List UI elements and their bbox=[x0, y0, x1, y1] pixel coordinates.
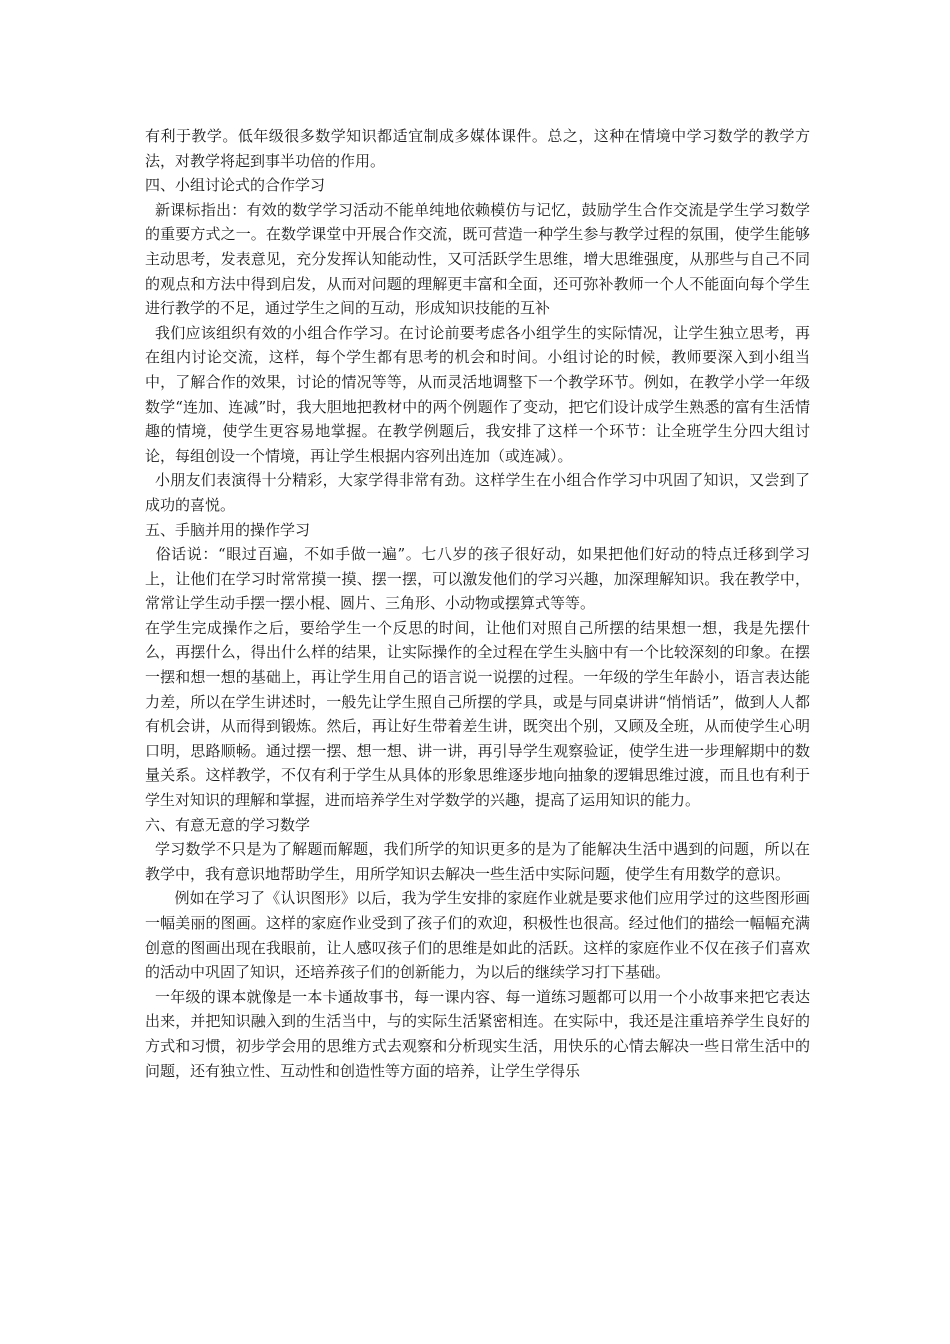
section-heading-4: 四、小组讨论式的合作学习 bbox=[145, 176, 326, 195]
paragraph-shapes-homework: 例如在学习了《认识图形》以后，我为学生安排的家庭作业就是要求他们应用学过的这些图形画一幅美丽的图画。这样的家庭作业受到了孩子们的欢迎，积极性也很高。经过他们的描绘一幅幅充满创意的图画出现在我眼前，让人感叹孩子们的思维是如此的活跃。这样的家庭作业不仅在孩子们喜欢的活动中巩固了知识，还培养孩子们的创新能力，为以后的继续学习打下基础。 bbox=[145, 889, 811, 982]
section-heading-6: 六、有意无意的学习数学 bbox=[145, 815, 311, 834]
section-heading-5: 五、手脑并用的操作学习 bbox=[145, 520, 311, 539]
paragraph-intro-continuation: 有利于教学。低年级很多数学知识都适宜制成多媒体课件。总之，这种在情境中学习数学的教学方法，对教学将起到事半功倍的作用。 bbox=[145, 127, 810, 170]
paragraph-performance: 小朋友们表演得十分精彩，大家学得非常有劲。这样学生在小组合作学习中巩固了知识，又尝到了成功的喜悦。 bbox=[145, 471, 810, 514]
paragraph-group-learning: 我们应该组织有效的小组合作学习。在讨论前要考虑各小组学生的实际情况，让学生独立思考，再在组内讨论交流，这样，每个学生都有思考的机会和时间。小组讨论的时候，教师要深入到小组当中，了解合作的效果，讨论的情况等等，从而灵活地调整下一个教学环节。例如，在教学小学一年级数学“连加、连减”时，我大胆地把教材中的两个例题作了变动，把它们设计成学生熟悉的富有生活情趣的情境，使学生更容易地掌握。在教学例题后，我安排了这样一个环节：让全班学生分四大组讨论，每组创设一个情境，再让学生根据内容列出连加（或连减）。 bbox=[145, 323, 810, 465]
paragraph-reflection: 在学生完成操作之后，要给学生一个反思的时间，让他们对照自己所摆的结果想一想，我是先摆什么，再摆什么，得出什么样的结果，让实际操作的全过程在学生头脑中有一个比较深刻的印象。在摆一摆和想一想的基础上，再让学生用自己的语言说一说摆的过程。一年级的学生年龄小，语言表达能力差，所以在学生讲述时，一般先让学生照自己所摆的学具，或是与同桌讲讲“悄悄话”，做到人人都有机会讲，从而得到锻炼。然后，再让好生带着差生讲，既突出个别，又顾及全班，从而使学生心明口明，思路顺畅。通过摆一摆、想一想、讲一讲，再引导学生观察验证，使学生进一步理解期中的数量关系。这样教学，不仅有利于学生从具体的形象思维逐步地向抽象的逻辑思维过渡，而且也有利于学生对知识的理解和掌握，进而培养学生对学数学的兴趣，提高了运用知识的能力。 bbox=[145, 618, 810, 810]
paragraph-curriculum-standard: 新课标指出：有效的数学学习活动不能单纯地依赖模仿与记忆，鼓励学生合作交流是学生学习数学的重要方式之一。在数学课堂中开展合作交流，既可营造一种学生参与教学过程的氛围，使学生能够主动思考，发表意见，充分发挥认知能动性，又可活跃学生思维，增大思维强度，从那些与自己不同的观点和方法中得到启发，从而对问题的理解更丰富和全面，还可弥补教师一个人不能面向每个学生进行教学的不足，通过学生之间的互动，形成知识技能的互补 bbox=[145, 200, 810, 318]
paragraph-purpose: 学习数学不只是为了解题而解题，我们所学的知识更多的是为了能解决生活中遇到的问题，所以在教学中，我有意识地帮助学生，用所学知识去解决一些生活中实际问题，使学生有用数学的意识。 bbox=[145, 840, 810, 883]
document-page bbox=[145, 124, 810, 1083]
paragraph-saying: 俗话说：“眼过百遍，不如手做一遍”。七八岁的孩子很好动，如果把他们好动的特点迁移到学习上，让他们在学习时常常摸一摸、摆一摆，可以激发他们的学习兴趣，加深理解知识。我在教学中，常常让学生动手摆一摆小棍、圆片、三角形、小动物或摆算式等等。 bbox=[145, 545, 810, 613]
paragraph-textbook: 一年级的课本就像是一本卡通故事书，每一课内容、每一道练习题都可以用一个小故事来把它表达出来，并把知识融入到的生活当中，与的实际生活紧密相连。在实际中，我还是注重培养学生良好的方式和习惯，初步学会用的思维方式去观察和分析现实生活，用快乐的心情去解决一些日常生活中的问题，还有独立性、互动性和创造性等方面的培养，让学生学得乐 bbox=[145, 987, 810, 1080]
